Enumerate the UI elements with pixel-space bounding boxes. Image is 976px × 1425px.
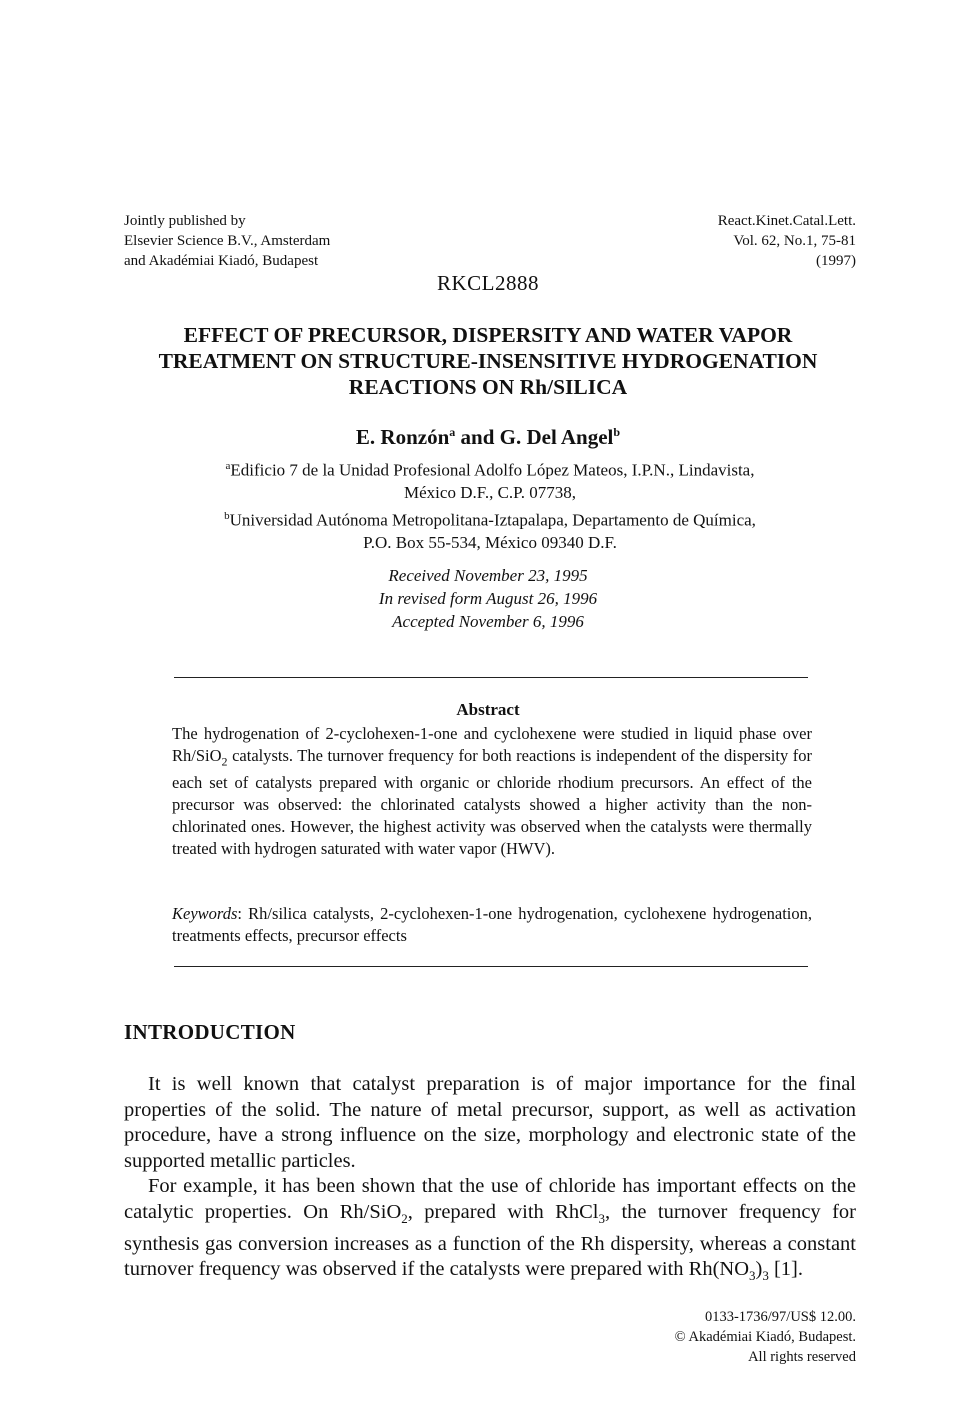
author-conjunction: and — [460, 425, 495, 449]
subscript: 2 — [221, 754, 228, 769]
title-line: EFFECT OF PRECURSOR, DISPERSITY AND WATER VAPOR — [183, 323, 793, 347]
divider-bottom — [174, 966, 808, 967]
journal-year: (1997) — [816, 253, 856, 269]
affiliation-marker: b — [224, 509, 230, 522]
author-name: E. Ronzón — [355, 425, 450, 449]
publisher-line: Elsevier Science B.V., Amsterdam — [124, 233, 331, 249]
subscript: 2 — [401, 1211, 408, 1227]
affiliation-a-cont: México D.F., C.P. 07738, — [404, 483, 576, 503]
title-line: REACTIONS ON Rh/SILICA — [348, 375, 628, 399]
publisher-info — [124, 211, 330, 271]
submission-dates — [0, 564, 976, 633]
paragraph-text: , the turnover frequency for synthesis gas conversion increases as a function of the Rh dispersity, whereas a constant turnover frequency was observed if the catalysts were prepared with Rh(NO — [124, 1200, 856, 1281]
publisher-line: Jointly published by — [124, 213, 246, 229]
affiliations — [120, 455, 860, 554]
abstract-text: catalysts. The turnover frequency for both reactions is independent of the dispersity for each set of catalysts prepared with organic or chloride rhodium precursors. An effect of the precursor was observed: the chlorinated catalysts showed a higher activity than the non-chlorinated ones. However, the highest activity was observed when the catalysts were thermally treated with hydrogen saturated with water vapor (HWV). — [172, 746, 812, 859]
paragraph — [124, 1174, 856, 1289]
authors — [0, 425, 976, 450]
journal-info — [718, 211, 856, 271]
subscript: 3 — [598, 1211, 605, 1227]
subscript: 3 — [749, 1268, 756, 1284]
paragraph-text: ) — [755, 1258, 763, 1281]
accepted-date: Accepted November 6, 1996 — [392, 612, 584, 631]
paragraph-text: [1]. — [768, 1258, 804, 1281]
paragraph-text: For example, it has been shown that the use of chloride has important effects on the catalytic properties. On Rh/SiO — [124, 1175, 856, 1223]
abstract-heading: Abstract — [456, 700, 520, 719]
affiliation-marker: b — [613, 425, 621, 439]
subscript: 3 — [762, 1268, 769, 1284]
abstract-text: The hydrogenation of 2-cyclohexen-1-one and cyclohexene were studied in liquid phase over Rh/SiO — [172, 724, 812, 765]
affiliation-b-cont: P.O. Box 55-534, México 09340 D.F. — [363, 532, 617, 552]
received-date: Received November 23, 1995 — [388, 566, 588, 585]
footer-copyright: © Akadémiai Kiadó, Budapest. — [674, 1329, 856, 1345]
keywords-label: Keywords — [172, 904, 238, 923]
footer-price: 0133-1736/97/US$ 12.00. — [704, 1309, 856, 1325]
introduction-body — [124, 1072, 856, 1289]
article-code: RKCL2888 — [436, 271, 539, 295]
title-line: TREATMENT ON STRUCTURE-INSENSITIVE HYDROGENATION — [158, 349, 818, 373]
journal-name: React.Kinet.Catal.Lett. — [717, 213, 856, 229]
affiliation-text: Universidad Autónoma Metropolitana-Iztapalapa, Departamento de Química, — [229, 510, 756, 530]
copyright-footer — [675, 1307, 856, 1367]
affiliation-text: Edificio 7 de la Unidad Profesional Adolfo López Mateos, I.P.N., Lindavista, — [230, 460, 755, 480]
keywords-text: Rh/silica catalysts, 2-cyclohexen-1-one hydrogenation, cyclohexene hydrogenation, treatments effects, precursor effects — [172, 904, 812, 945]
affiliation-marker: a — [449, 425, 456, 439]
divider-top — [174, 677, 808, 678]
affiliation-marker: a — [225, 460, 231, 472]
paper-title — [110, 322, 866, 400]
paragraph: It is well known that catalyst preparation is of major importance for the final properties of the solid. The nature of metal precursor, support, as well as activation procedure, have a strong influence on the size, morphology and electronic state of the supported metallic particles. — [124, 1073, 856, 1172]
author-name: G. Del Angel — [499, 425, 614, 449]
footer-rights: All rights reserved — [748, 1349, 856, 1365]
keywords — [172, 903, 812, 947]
section-heading: INTRODUCTION — [124, 1020, 296, 1044]
journal-volume: Vol. 62, No.1, 75-81 — [733, 233, 856, 249]
abstract-body — [172, 723, 812, 860]
publisher-line: and Akadémiai Kiadó, Budapest — [124, 253, 319, 269]
abstract-paragraph — [172, 723, 812, 860]
revised-date: In revised form August 26, 1996 — [378, 589, 598, 608]
affiliation-b — [120, 505, 860, 532]
paragraph-text: , prepared with RhCl — [407, 1200, 599, 1223]
affiliation-a — [120, 455, 860, 482]
keywords-colon: : — [237, 904, 242, 923]
